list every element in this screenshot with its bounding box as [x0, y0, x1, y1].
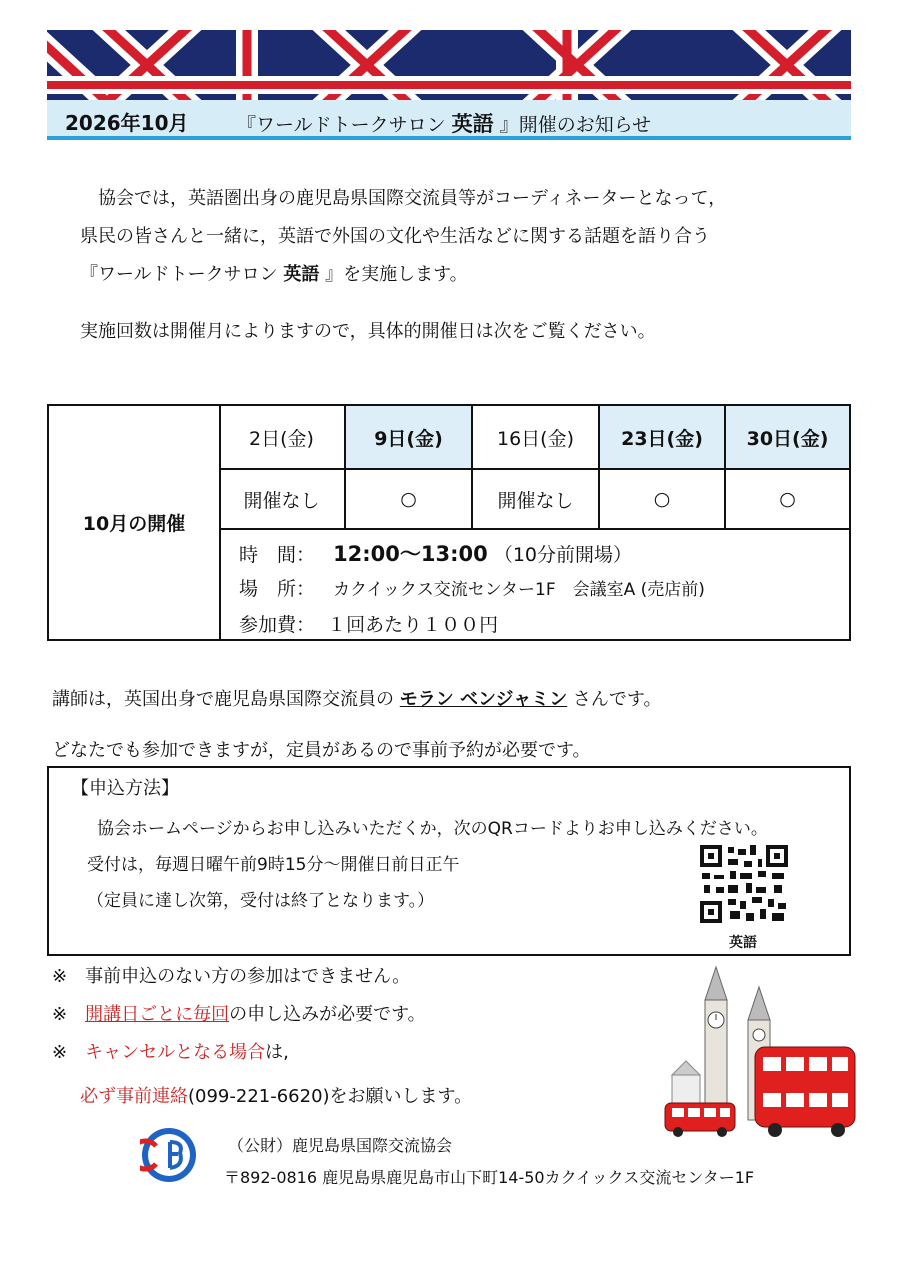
status-cell: ○: [600, 470, 726, 530]
teacher-suffix: さんです。: [567, 689, 662, 710]
apply-line-3: （定員に達し次第，受付は終了となります。）: [87, 891, 435, 911]
note-4-red: 必ず事前連絡: [80, 1086, 188, 1107]
union-jack-banner: [47, 30, 851, 100]
title-bar: [47, 100, 851, 140]
date-cell: 30日(金): [726, 406, 849, 470]
association-logo: [140, 1126, 198, 1184]
time-row: [239, 538, 632, 568]
teacher-line: [52, 685, 661, 711]
qr-code-icon[interactable]: [700, 845, 788, 923]
note-2: [52, 1000, 426, 1026]
status-cell: 開催なし: [473, 470, 600, 530]
title-prefix: 『ワールドトークサロン: [237, 114, 452, 136]
time-label: 時 間：: [239, 544, 316, 566]
footer-org: （公財）鹿児島県国際交流協会: [228, 1136, 453, 1155]
note-mark: ※: [52, 1042, 68, 1063]
status-cell: 開催なし: [219, 470, 346, 530]
intro-line-3-bold: 英語: [283, 264, 320, 285]
date-cell: 9日(金): [346, 406, 473, 470]
date-cell: 2日(金): [219, 406, 346, 470]
intro-line-3: [80, 261, 468, 289]
page-title: [237, 108, 651, 138]
teacher-prefix: 講師は，英国出身で鹿児島県国際交流員の: [52, 689, 400, 710]
date-cell: 16日(金): [473, 406, 600, 470]
title-lang: 英語: [451, 112, 494, 136]
fee-value: １回あたり１００円: [327, 614, 499, 636]
time-note: （10分前開場）: [493, 544, 632, 566]
note-1-text: 事前申込のない方の参加はできません。: [85, 966, 411, 987]
date-cell: 23日(金): [600, 406, 726, 470]
place-row: [239, 574, 705, 601]
intro-line-3-suffix: 』を実施します。: [319, 264, 468, 285]
place-label: 場 所：: [239, 578, 316, 600]
note-mark: ※: [52, 1004, 68, 1025]
apply-line-2: 受付は，毎週日曜午前9時15分～開催日前日正午: [87, 855, 460, 875]
note-4-rest: (099-221-6620)をお願いします。: [188, 1086, 473, 1107]
teacher-name: モラン ベンジャミン: [399, 689, 568, 710]
qr-caption: 英語: [729, 935, 757, 951]
intro-line-4: 実施回数は開催月によりますので，具体的開催日は次をご覧ください。: [80, 321, 656, 342]
intro-line-3-prefix: 『ワールドトークサロン: [80, 264, 284, 285]
status-cell: ○: [726, 470, 849, 530]
time-value: 12:00〜13:00: [333, 542, 488, 566]
title-suffix: 』開催のお知らせ: [493, 114, 652, 136]
footer-address: 〒892-0816 鹿児島県鹿児島市山下町14-50カクイックス交流センター1F: [224, 1168, 755, 1187]
intro-line-1: 協会では，英語圏出身の鹿児島県国際交流員等がコーディネーターとなって，: [98, 188, 727, 209]
reservation-notice: どなたでも参加できますが，定員があるので事前予約が必要です。: [52, 740, 591, 761]
schedule-table: [47, 404, 851, 641]
apply-heading: 【申込方法】: [71, 778, 179, 799]
note-1: [52, 962, 410, 988]
note-3: [52, 1038, 289, 1064]
fee-row: [239, 610, 498, 637]
note-mark: ※: [52, 966, 68, 987]
note-2-red: 開講日ごとに毎回: [85, 1004, 230, 1025]
title-date: 2026年10月: [65, 111, 189, 135]
intro-line-2: 県民の皆さんと一緒に，英語で外国の文化や生活などに関する話題を語り合う: [80, 226, 710, 247]
note-4: [80, 1082, 472, 1108]
schedule-month-label: 10月の開催: [49, 406, 221, 639]
london-illustration: [660, 965, 860, 1140]
fee-label: 参加費：: [239, 614, 316, 636]
note-3-red: キャンセルとなる場合: [85, 1042, 266, 1063]
note-2-rest: の申し込みが必要です。: [229, 1004, 426, 1025]
place-value: カクイックス交流センター1F 会議室A (売店前): [333, 580, 705, 600]
status-cell: ○: [346, 470, 473, 530]
note-3-rest: は,: [265, 1042, 289, 1063]
apply-line-1: 協会ホームページからお申し込みいただくか，次のQRコードよりお申し込みください。: [97, 819, 768, 839]
